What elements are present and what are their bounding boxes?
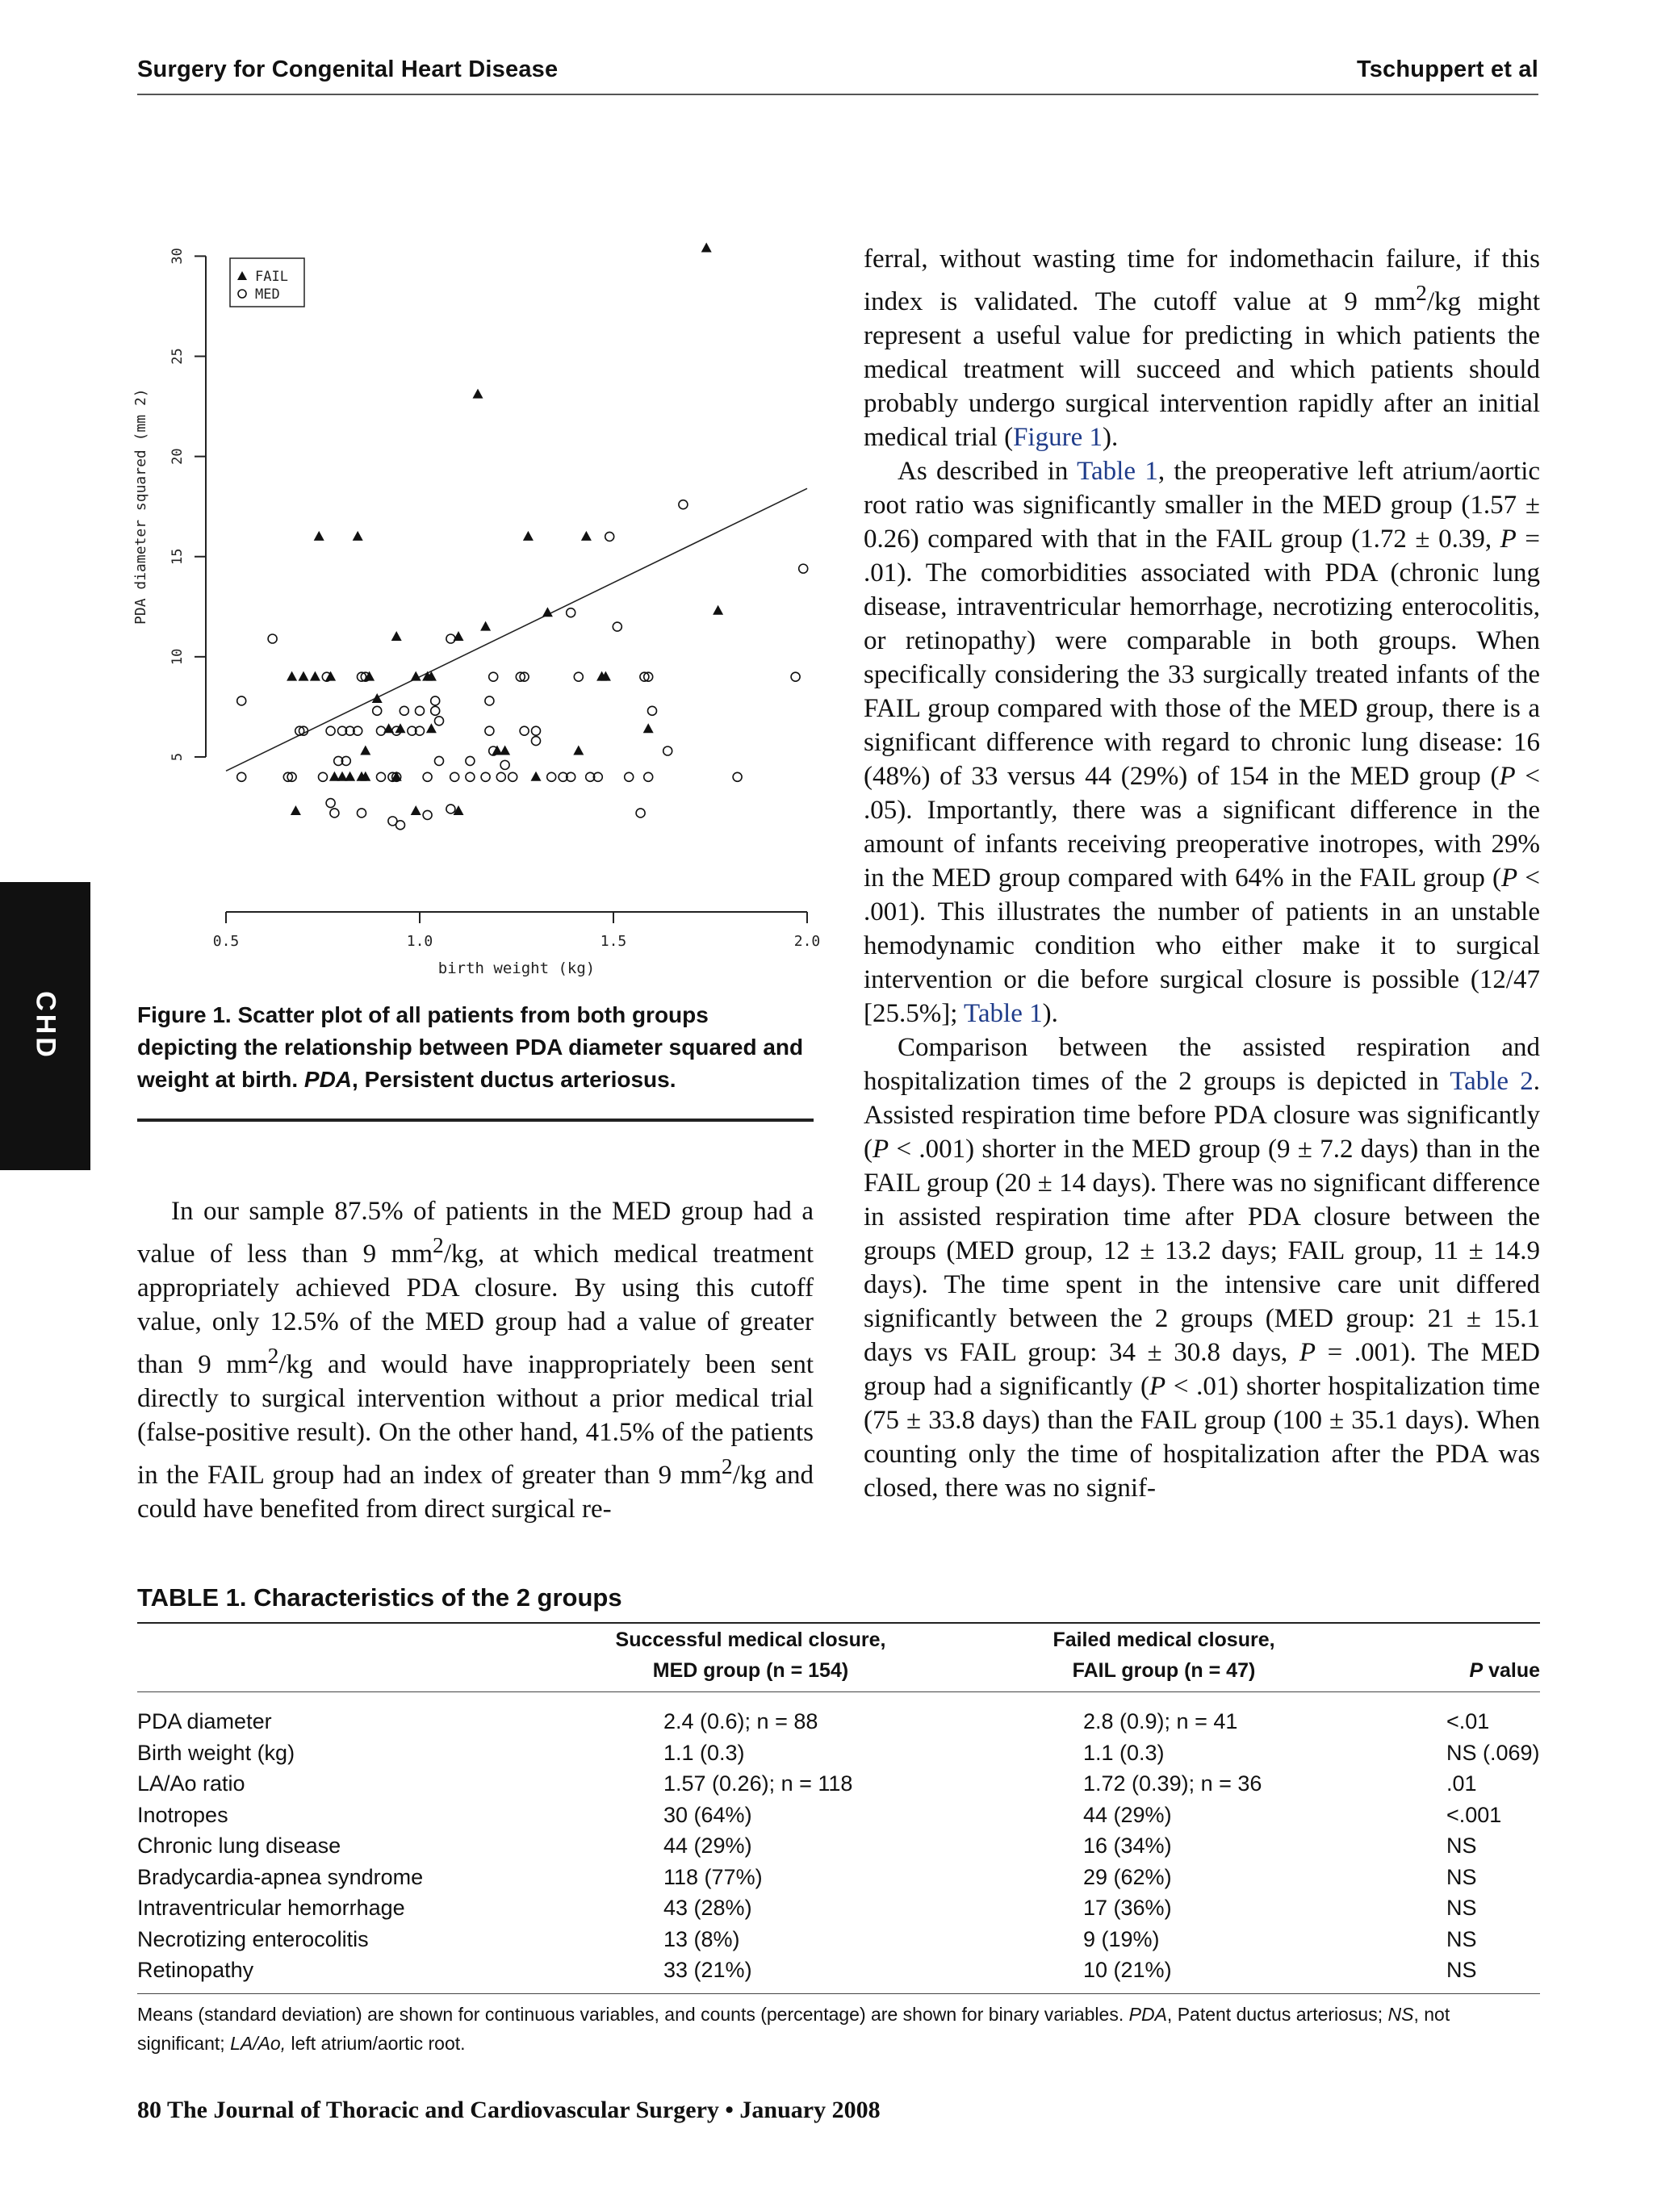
right-paragraph-1: ferral, without wasting time for indomethacin failure, if this index is validated. The cutoff value at 9 $mm^2/kg$ might represent a useful value for predicting in which patients the medical treatment will succeed and which patients should probably undergo surgical intervention rapidly after an initial medical trial (Figure 1). [864,245,1540,452]
fail-point [531,771,542,781]
section-side-tab [0,882,90,1170]
fail-point [473,389,483,399]
med-point [648,706,657,715]
running-header-right: Tschuppert et al [1356,56,1538,82]
med-point [435,717,444,725]
med-point [508,772,517,781]
figure-label: Figure 1. [137,1002,232,1027]
right-paragraph-3: Comparison between the assisted respiration and hospitalization times of the 2 groups is depicted in Table 2. Assisted respiration time before PDA closure was significantly (P < .001) shorter in the MED group (9 ± 7.2 days) than in the FAIL group (20 ± 14 days). There was no significant difference in assisted respiration time after PDA closure between the groups (MED group, 12 ± 13.2 days; FAIL group, 11 ± 14.9 days). The time spent in the intensive care unit differed significantly between the 2 groups (MED group: 21 ± 15.1 days vs FAIL group: 34 ± 30.8 days, P = .001). The MED group had a significantly (P < .01) shorter hospitalization time (75 ± 33.8 days) than the FAIL group (100 ± 35.1 days). When counting only the time of hospitalization after the PDA was closed, there was no signif- [864,1033,1541,1503]
fail-point [411,671,421,681]
med-point [679,500,688,509]
row-label: LA/Ao ratio [137,1771,245,1796]
row-label: Retinopathy [137,1958,254,1982]
row-label: Intraventricular hemorrhage [137,1896,405,1920]
med-point [416,706,425,715]
fail-point [360,746,370,755]
row-label: Birth weight (kg) [137,1740,295,1765]
med-point [520,726,529,735]
x-axis-label: birth weight (kg) [437,960,596,977]
med-point [326,799,335,808]
fail-point [573,746,584,755]
med-point [500,760,509,769]
med-point [496,772,505,781]
trend-line [226,488,807,771]
med-point [605,532,614,541]
med-point [435,756,444,765]
y-tick-label: 15 [169,548,186,565]
fail-point [310,671,320,681]
med-point [644,772,653,781]
med-point [396,821,405,830]
med-point [423,772,432,781]
figure-caption [137,999,814,1096]
x-tick-label: 1.0 [406,933,433,950]
med-point [446,634,455,643]
cell-med: 30 (64%) [663,1802,752,1827]
fail-point [411,805,421,815]
scatter-plot [132,234,823,985]
x-tick-label: 0.5 [212,933,240,950]
fail-point [713,605,723,615]
med-point [377,726,386,735]
med-point [446,805,455,813]
med-point [532,737,541,746]
med-point [466,756,475,765]
cell-med: 1.57 (0.26); n = 118 [663,1771,853,1796]
figure-caption-text: Scatter plot of all patients from both groups depicting the relationship between PDA diameter squared and weight at birth. [137,1002,804,1092]
med-point [330,809,339,817]
cell-med: 43 (28%) [663,1896,752,1920]
fail-point [391,631,402,641]
fail-point [345,771,355,781]
fail-point [500,746,510,755]
fail-point [701,242,712,252]
med-point [268,634,277,643]
figure-caption-abbr-def: , Persistent ductus arteriosus. [352,1067,676,1092]
cell-fail: 10 (21%) [1083,1958,1172,1982]
cell-p: NS [1446,1896,1477,1920]
cell-fail: 1.1 (0.3) [1083,1740,1165,1765]
x-tick-label: 2.0 [793,933,821,950]
side-tab-label: CHD [30,991,61,1060]
cell-p: NS [1446,1958,1477,1982]
med-point [431,706,440,715]
cell-p: <.001 [1446,1802,1502,1827]
cell-p: NS [1446,1926,1477,1951]
legend-fail-marker [237,271,247,280]
left-paragraph-1: In our sample 87.5% of patients in the MED group had a value of less than 9 $mm^2/kg$, at which medical treatment appropriately achieved PDA closure. By using this cutoff value, only 12.5% of the MED group had a value of greater than 9 $mm^2/kg$ and would have inappropriately been sent directly to surgical intervention without a prior medical trial (false-positive result). On the other hand, 41.5% of the patients in the FAIL group had an index of greater than 9 $mm^2/kg$ and could have benefited from direct surgical re- [137,1197,814,1524]
fail-point [372,693,383,703]
row-label: Chronic lung disease [137,1834,341,1858]
col-header-med-1: Successful medical closure, [615,1629,886,1651]
cell-p: NS [1446,1834,1477,1858]
cell-fail: 17 (36%) [1083,1896,1172,1920]
cell-p: <.01 [1446,1709,1490,1733]
y-tick-label: 30 [169,248,186,265]
right-paragraph-2: As described in Table 1, the preoperative left atrium/aortic root ratio was significantly smaller in the MED group (1.57 ± 0.26) compared with that in the FAIL group (1.72 ± 0.39, P = .01). The comorbidities associated with PDA (chronic lung disease, intraventricular hemorrhage, necrotizing enterocolitis, or retinopathy) were comparable in both groups. When specifically considering the 33 surgically treated infants of the FAIL group compared with those of the MED group, there is a significant difference with regard to chronic lung disease: 16 (48%) of 33 versus 44 (29%) of 154 in the MED group (P < .05). Importantly, there was a significant difference in the amount of infants receiving preoperative inotropes, with 29% in the MED group compared with 64% in the FAIL group (P < .001). This illustrates the number of patients in an unstable hemodynamic condition who either make it to surgical intervention or die before surgical closure is possible (12/47 [25.5%]; Table 1). [864,457,1541,1028]
x-tick-label: 1.5 [600,933,627,950]
med-point [485,696,494,705]
cell-fail: 44 (29%) [1083,1802,1172,1827]
legend-med-marker [238,290,246,298]
table-title: TABLE 1. Characteristics of the 2 groups [137,1583,622,1612]
legend-label: MED [255,286,280,303]
med-point [326,726,335,735]
med-point [574,672,583,681]
med-point [481,772,490,781]
med-point [663,746,672,755]
fail-point [643,723,654,733]
caption-rule [137,1119,814,1122]
col-header-med-2: MED group (n = 154) [652,1659,849,1682]
fail-point [287,671,297,681]
cell-fail: 16 (34%) [1083,1834,1172,1858]
table-1-link-2[interactable]: Table 1 [964,999,1043,1028]
med-point [733,772,742,781]
med-point [373,706,382,715]
col-header-fail-2: FAIL group (n = 47) [1072,1659,1256,1682]
fail-point [299,671,309,681]
page-footer: 80 The Journal of Thoracic and Cardiovascular Surgery • January 2008 [137,2097,881,2123]
med-point [791,672,800,681]
med-point [532,726,541,735]
y-tick-label: 5 [169,752,186,762]
row-label: Necrotizing enterocolitis [137,1926,369,1951]
med-point [237,772,246,781]
y-tick-label: 25 [169,348,186,365]
figure-1-link[interactable]: Figure 1 [1013,423,1103,452]
cell-p: NS [1446,1864,1477,1889]
table-header-rule [137,1691,1540,1692]
med-point [400,706,408,715]
med-point [237,696,246,705]
cell-fail: 9 (19%) [1083,1926,1160,1951]
med-point [423,810,432,819]
fail-point [426,723,437,733]
cell-med: 44 (29%) [663,1834,752,1858]
med-point [485,726,494,735]
med-point [547,772,556,781]
table-1-link[interactable]: Table 1 [1077,457,1158,486]
row-label: Bradycardia-apnea syndrome [137,1864,424,1889]
header-rule [137,94,1538,95]
cell-med: 1.1 (0.3) [663,1740,745,1765]
table-bottom-rule [137,1993,1540,1994]
med-point [567,608,575,617]
med-point [431,696,440,705]
running-header-left: Surgery for Congenital Heart Disease [137,56,559,82]
cell-med: 13 (8%) [663,1926,740,1951]
med-point [799,564,808,573]
med-point [636,809,645,817]
y-axis-label: PDA diameter squared (mm 2) [132,388,149,625]
cell-fail: 29 (62%) [1083,1864,1172,1889]
med-point [358,809,366,817]
table-2-link[interactable]: Table 2 [1450,1067,1534,1096]
chart-points [226,242,808,829]
med-point [377,772,386,781]
row-label: PDA diameter [137,1709,272,1733]
cell-p: .01 [1446,1771,1477,1796]
table-top-rule [137,1622,1540,1624]
right-column-text [864,242,1540,1505]
med-point [319,772,328,781]
table-footnote: Means (standard deviation) are shown for continuous variables, and counts (percentage) are shown for binary variables. PDA, Patent ductus arteriosus; NS, not significant; LA/Ao, left atrium/aortic root. [137,2004,1450,2054]
cell-med: 118 (77%) [663,1864,763,1889]
cell-med: 2.4 (0.6); n = 88 [663,1709,818,1733]
cell-fail: 1.72 (0.39); n = 36 [1083,1771,1262,1796]
y-tick-label: 20 [169,448,186,465]
row-label: Inotropes [137,1802,228,1827]
col-header-p: P value [1469,1659,1540,1682]
fail-point [480,621,491,631]
legend-label: FAIL [255,269,288,285]
fail-point [542,607,553,617]
cell-p: NS (.069) [1446,1740,1540,1765]
y-tick-label: 10 [169,648,186,666]
med-point [625,772,634,781]
col-header-fail-1: Failed medical closure, [1052,1629,1275,1651]
figure-caption-abbr: PDA [303,1067,353,1092]
fail-point [291,805,301,815]
med-point [466,772,475,781]
cell-fail: 2.8 (0.9); n = 41 [1083,1709,1238,1733]
med-point [450,772,459,781]
cell-med: 33 (21%) [663,1958,752,1982]
fail-point [523,531,534,541]
fail-point [581,531,592,541]
med-point [489,672,498,681]
left-column-text [137,1194,814,1526]
fail-point [353,531,363,541]
med-point [613,622,621,631]
fail-point [314,531,324,541]
